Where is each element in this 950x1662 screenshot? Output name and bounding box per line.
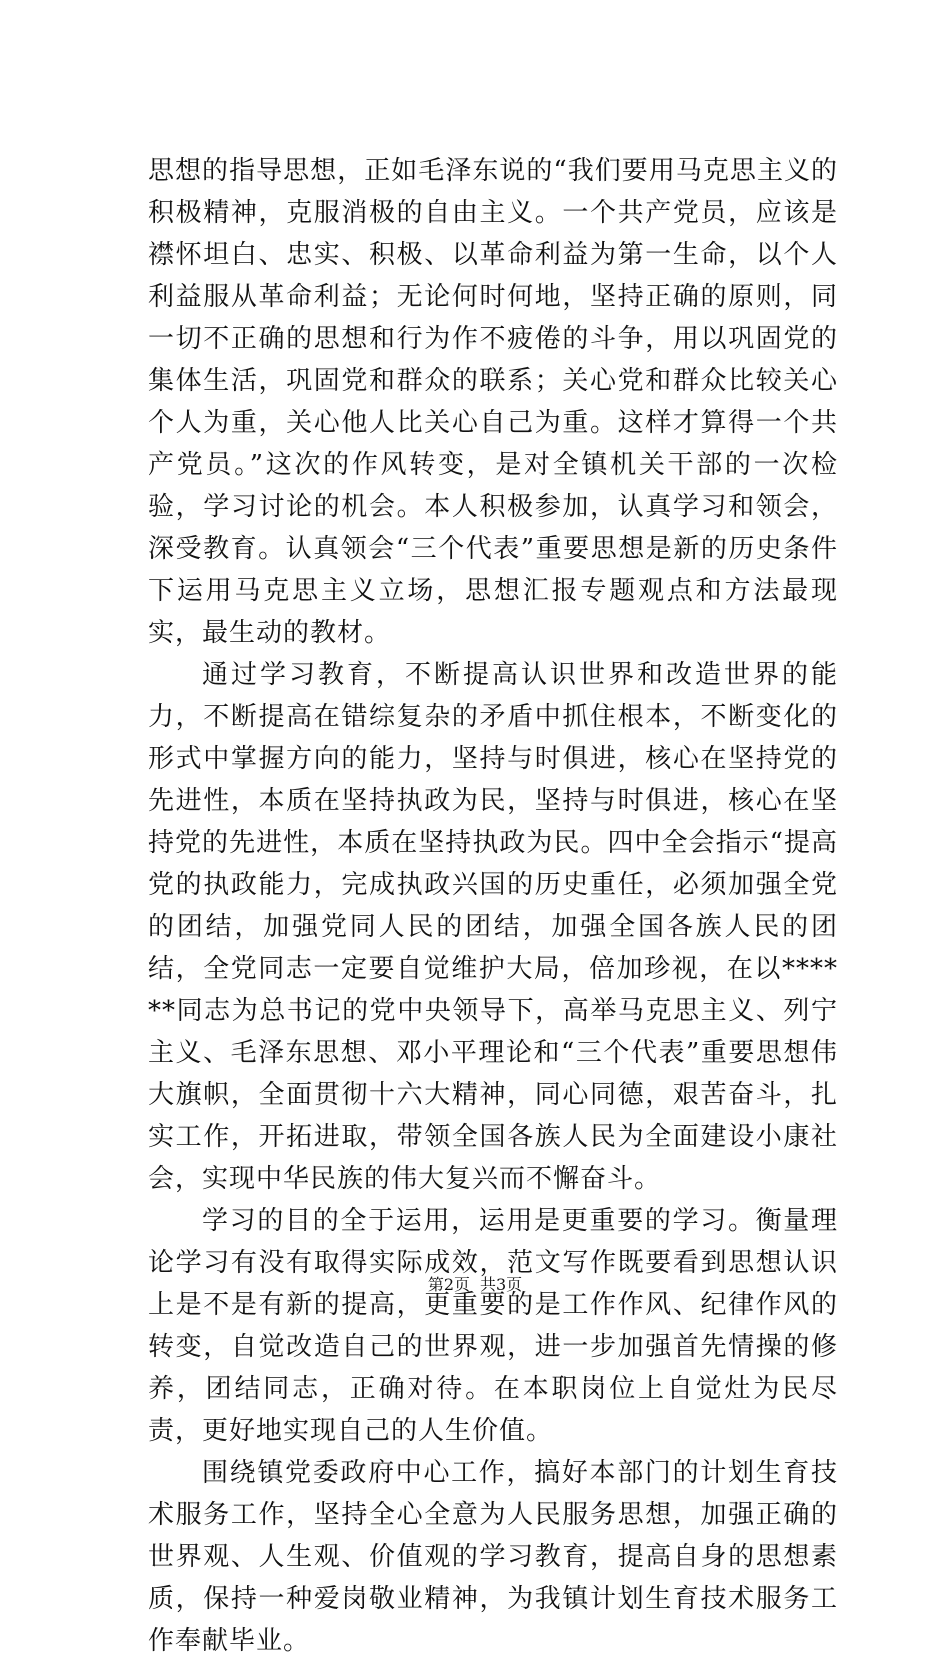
page-footer	[0, 1274, 950, 1296]
page-number-total: 共3页	[480, 1275, 523, 1294]
page-number-current: 第2页	[427, 1275, 470, 1294]
paragraph-1: 思想的指导思想，正如毛泽东说的“我们要用马克思主义的积极精神，克服消极的自由主义。一个共产党员，应该是襟怀坦白、忠实、积极、以革命利益为第一生命，以个人利益服从革命利益；无论何时何地，坚持正确的原则，同一切不正确的思想和行为作不疲倦的斗争，用以巩固党的集体生活，巩固党和群众的联系；关心党和群众比较关心个人为重，关心他人比关心自己为重。这样才算得一个共产党员。”这次的作风转变，是对全镇机关干部的一次检验，学习讨论的机会。本人积极参加，认真学习和领会，深受教育。认真领会“三个代表”重要思想是新的历史条件下运用马克思主义立场，思想汇报专题观点和方法最现实，最生动的教材。	[148, 156, 838, 648]
document-body	[148, 150, 838, 1662]
paragraph-3: 学习的目的全于运用，运用是更重要的学习。衡量理论学习有没有取得实际成效，范文写作既要看到思想认识上是不是有新的提高，更重要的是工作作风、纪律作风的转变，自觉改造自己的世界观，进一步加强首先情操的修养，团结同志，正确对待。在本职岗位上自觉灶为民尽责，更好地实现自己的人生价值。	[148, 1206, 838, 1446]
paragraph-4: 围绕镇党委政府中心工作，搞好本部门的计划生育技术服务工作，坚持全心全意为人民服务思想，加强正确的世界观、人生观、价值观的学习教育，提高自身的思想素质，保持一种爱岗敬业精神，为我镇计划生育技术服务工作奉献毕业。	[148, 1458, 838, 1656]
paragraph-2: 通过学习教育，不断提高认识世界和改造世界的能力，不断提高在错综复杂的矛盾中抓住根本，不断变化的形式中掌握方向的能力，坚持与时俱进，核心在坚持党的先进性，本质在坚持执政为民，坚持与时俱进，核心在坚持党的先进性，本质在坚持执政为民。四中全会指示“提高党的执政能力，完成执政兴国的历史重任，必须加强全党的团结，加强党同人民的团结，加强全国各族人民的团结，全党同志一定要自觉维护大局，倍加珍视，在以******同志为总书记的党中央领导下，高举马克思主义、列宁主义、毛泽东思想、邓小平理论和“三个代表”重要思想伟大旗帜，全面贯彻十六大精神，同心同德，艰苦奋斗，扎实工作，开拓进取，带领全国各族人民为全面建设小康社会，实现中华民族的伟大复兴而不懈奋斗。	[148, 660, 838, 1194]
